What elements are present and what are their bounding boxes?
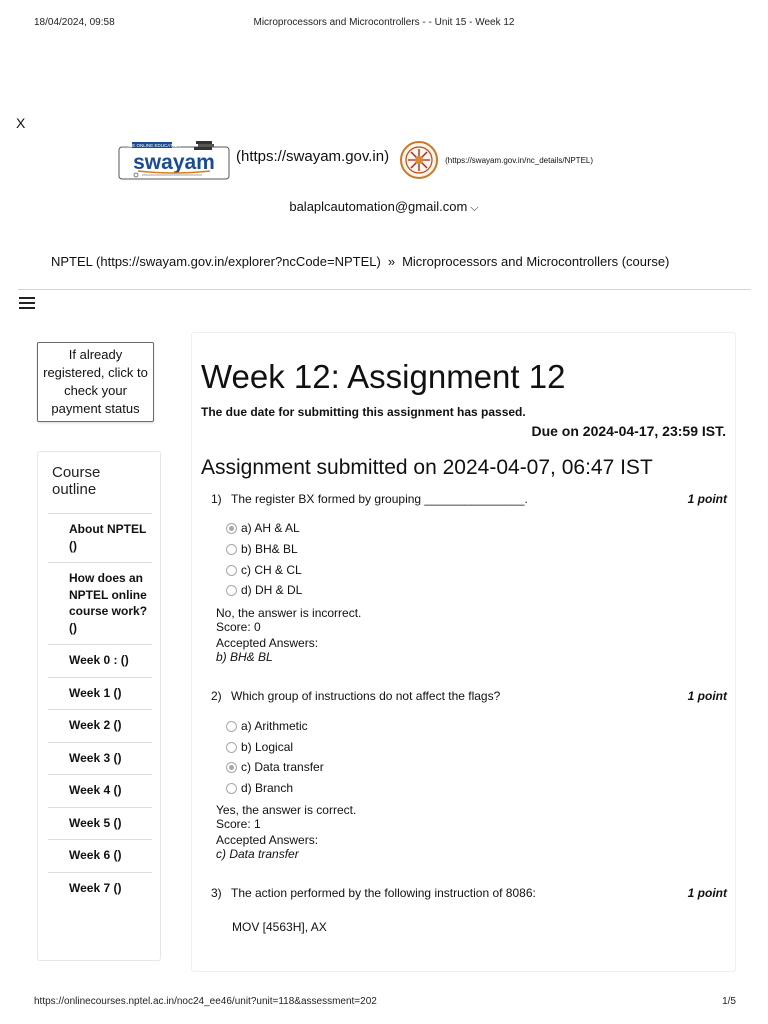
print-footer-url: https://onlinecourses.nptel.ac.in/noc24_ee46/unit?unit=118&assessment=202 bbox=[34, 996, 377, 1007]
outline-item-week-3[interactable]: Week 3 () bbox=[48, 742, 152, 775]
score-text: Score: 1 bbox=[216, 816, 261, 831]
feedback-text: Yes, the answer is correct. bbox=[216, 803, 357, 817]
radio-button[interactable] bbox=[226, 585, 237, 596]
question-number: 1) bbox=[211, 492, 222, 506]
radio-button-selected[interactable] bbox=[226, 523, 237, 534]
course-outline-title-line2: outline bbox=[52, 481, 97, 498]
question-points: 1 point bbox=[687, 886, 727, 900]
answer-feedback bbox=[216, 607, 361, 664]
option-label: c) Data transfer bbox=[241, 760, 324, 774]
hamburger-menu-icon[interactable] bbox=[19, 297, 35, 311]
nptel-link[interactable]: (https://swayam.gov.in/nc_details/NPTEL) bbox=[445, 155, 594, 165]
outline-item-week-0[interactable]: Week 0 : () bbox=[48, 644, 152, 677]
option-q1-c[interactable] bbox=[226, 563, 302, 577]
outline-item-week-1[interactable]: Week 1 () bbox=[48, 677, 152, 710]
question-code: MOV [4563H], AX bbox=[232, 920, 327, 934]
accepted-answers-label: Accepted Answers: bbox=[216, 833, 319, 847]
radio-button[interactable] bbox=[226, 544, 237, 555]
option-label: d) DH & DL bbox=[241, 583, 303, 597]
question-points: 1 point bbox=[687, 492, 727, 506]
radio-button[interactable] bbox=[226, 721, 237, 732]
radio-button[interactable] bbox=[226, 742, 237, 753]
outline-item-week-2[interactable]: Week 2 () bbox=[48, 709, 152, 742]
course-outline bbox=[37, 451, 161, 961]
feedback-text: No, the answer is incorrect. bbox=[216, 606, 362, 620]
answer-feedback bbox=[216, 804, 356, 861]
swayam-tagline: FREE ONLINE EDUCATION bbox=[123, 143, 181, 148]
print-page-title: Microprocessors and Microcontrollers - - Unit 15 - Week 12 bbox=[253, 17, 515, 28]
due-date: Due on 2024-04-17, 23:59 IST. bbox=[531, 423, 726, 439]
nptel-logo[interactable] bbox=[399, 140, 439, 180]
due-passed-notice: The due date for submitting this assignment has passed. bbox=[201, 405, 526, 419]
score-text: Score: 0 bbox=[216, 619, 261, 634]
outline-item-week-7[interactable]: Week 7 () bbox=[48, 872, 152, 905]
assignment-title: Week 12: Assignment 12 bbox=[201, 358, 566, 395]
outline-item-week-4[interactable]: Week 4 () bbox=[48, 774, 152, 807]
submission-status: Assignment submitted on 2024-04-07, 06:47 IST bbox=[201, 456, 653, 479]
close-button[interactable]: X bbox=[16, 115, 26, 131]
option-q1-d[interactable] bbox=[226, 583, 302, 597]
question-number: 3) bbox=[211, 886, 222, 900]
radio-button-selected[interactable] bbox=[226, 762, 237, 773]
option-q2-a[interactable] bbox=[226, 719, 308, 733]
option-q1-b[interactable] bbox=[226, 542, 298, 556]
option-label: b) Logical bbox=[241, 740, 294, 754]
swayam-wordmark: swayam bbox=[133, 151, 215, 174]
option-q2-b[interactable] bbox=[226, 740, 293, 754]
option-q2-c[interactable] bbox=[226, 760, 324, 774]
option-q2-d[interactable] bbox=[226, 781, 293, 795]
breadcrumb-course[interactable]: Microprocessors and Microcontrollers (course) bbox=[402, 254, 670, 269]
user-email[interactable]: balaplcautomation@gmail.com bbox=[289, 199, 468, 214]
header-divider bbox=[18, 289, 751, 290]
outline-item-about-nptel[interactable]: About NPTEL () bbox=[48, 513, 152, 562]
radio-button[interactable] bbox=[226, 565, 237, 576]
breadcrumb bbox=[51, 254, 669, 269]
print-page-number: 1/5 bbox=[722, 996, 736, 1007]
accepted-answers-label: Accepted Answers: bbox=[216, 636, 319, 650]
option-q1-a[interactable] bbox=[226, 521, 300, 535]
option-label: a) AH & AL bbox=[241, 521, 300, 535]
swayam-link[interactable]: (https://swayam.gov.in) bbox=[236, 147, 390, 165]
question-text: The register BX formed by grouping _______________. bbox=[231, 492, 528, 506]
option-label: c) CH & CL bbox=[241, 563, 302, 577]
question-text: The action performed by the following instruction of 8086: bbox=[231, 886, 536, 900]
breadcrumb-separator: » bbox=[387, 254, 396, 269]
outline-item-week-6[interactable]: Week 6 () bbox=[48, 839, 152, 872]
question-number: 2) bbox=[211, 689, 222, 703]
course-outline-list bbox=[48, 513, 152, 904]
option-label: a) Arithmetic bbox=[241, 719, 308, 733]
outline-item-how-course-works[interactable]: How does an NPTEL online course work? () bbox=[48, 562, 152, 644]
question-points: 1 point bbox=[687, 689, 727, 703]
question-text: Which group of instructions do not affect the flags? bbox=[231, 689, 501, 703]
outline-item-week-5[interactable]: Week 5 () bbox=[48, 807, 152, 840]
user-menu[interactable] bbox=[0, 199, 768, 215]
breadcrumb-nptel[interactable]: NPTEL (https://swayam.gov.in/explorer?ncCode=NPTEL) bbox=[51, 254, 381, 269]
logo-row bbox=[118, 138, 593, 182]
chevron-down-icon[interactable]: ⌵ bbox=[470, 202, 479, 214]
swayam-logo[interactable] bbox=[118, 140, 230, 180]
option-label: b) BH& BL bbox=[241, 542, 298, 556]
option-label: d) Branch bbox=[241, 781, 294, 795]
accepted-answer: c) Data transfer bbox=[216, 846, 299, 861]
course-outline-title-line1: Course bbox=[52, 464, 101, 481]
radio-button[interactable] bbox=[226, 783, 237, 794]
print-datetime: 18/04/2024, 09:58 bbox=[34, 17, 115, 28]
accepted-answer: b) BH& BL bbox=[216, 649, 273, 664]
payment-status-button[interactable]: If already registered, click to check your payment status bbox=[37, 342, 154, 422]
